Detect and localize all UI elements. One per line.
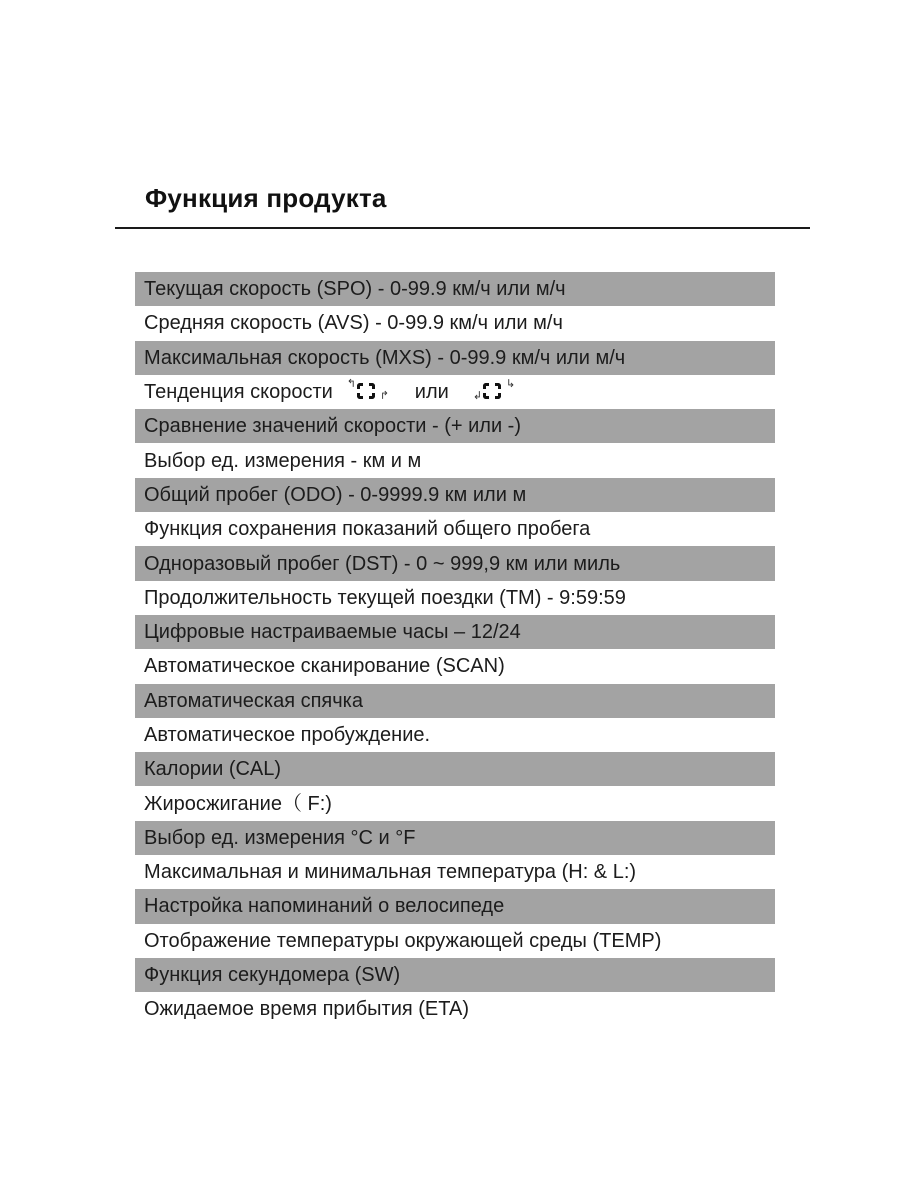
feature-row — [135, 341, 775, 375]
feature-joiner: или — [414, 381, 449, 404]
title-divider — [115, 227, 810, 229]
feature-row — [135, 718, 775, 752]
feature-row — [135, 581, 775, 615]
speed-up-trend-icon: ↰ ↱ — [346, 378, 390, 403]
feature-text: Одноразовый пробег (DST) - 0 ~ 999,9 км или миль — [144, 552, 621, 575]
feature-text: Автоматическая спячка — [144, 689, 363, 712]
feature-text: Текущая скорость (SPO) - 0-99.9 км/ч или м/ч — [144, 278, 566, 301]
feature-text: Сравнение значений скорости - (+ или -) — [144, 415, 522, 438]
feature-row — [135, 409, 775, 443]
feature-row — [135, 889, 775, 923]
speed-down-trend-icon: ↲ ↳ — [472, 378, 516, 403]
feature-text: Функция секундомера (SW) — [144, 964, 401, 987]
feature-row — [135, 443, 775, 477]
feature-row — [135, 924, 775, 958]
feature-text: Автоматическое сканирование (SCAN) — [144, 655, 505, 678]
feature-text: Максимальная и минимальная температура (H: & L:) — [144, 861, 637, 884]
feature-row — [135, 478, 775, 512]
feature-text: Автоматическое пробуждение. — [144, 724, 431, 746]
page-title: Функция продукта — [145, 183, 387, 213]
feature-row — [135, 512, 775, 546]
feature-row — [135, 546, 775, 580]
feature-row — [135, 306, 775, 340]
feature-text: Ожидаемое время прибытия (ETA) — [144, 998, 469, 1021]
feature-text: Максимальная скорость (MXS) - 0-99.9 км/ч или м/ч — [144, 346, 626, 369]
feature-text: Выбор ед. измерения °C и °F — [144, 826, 416, 849]
feature-row — [135, 855, 775, 889]
feature-row — [135, 272, 775, 306]
feature-row — [135, 375, 775, 409]
feature-text: Выбор ед. измерения - км и м — [144, 449, 422, 472]
feature-row — [135, 615, 775, 649]
feature-text: Отображение температуры окружающей среды (TEMP) — [144, 929, 662, 952]
feature-row — [135, 992, 775, 1026]
feature-row — [135, 821, 775, 855]
feature-row — [135, 649, 775, 683]
feature-text: Цифровые настраиваемые часы – 12/24 — [144, 621, 521, 644]
feature-row — [135, 684, 775, 718]
feature-text: Функция сохранения показаний общего пробега — [144, 518, 591, 541]
feature-text: Общий пробег (ODO) - 0-9999.9 км или м — [144, 483, 527, 506]
feature-text: Жиросжигание（ F:) — [144, 792, 332, 815]
feature-list — [135, 272, 775, 1027]
feature-row — [135, 752, 775, 786]
feature-row — [135, 786, 775, 820]
feature-text: Настройка напоминаний о велосипеде — [144, 895, 505, 918]
feature-row — [135, 958, 775, 992]
feature-text: Средняя скорость (AVS) - 0-99.9 км/ч или м/ч — [144, 312, 563, 335]
feature-text: Тенденция скорости — [144, 381, 333, 404]
feature-text: Калории (CAL) — [144, 758, 282, 781]
feature-text: Продолжительность текущей поездки (TM) - 9:59:59 — [144, 586, 626, 609]
